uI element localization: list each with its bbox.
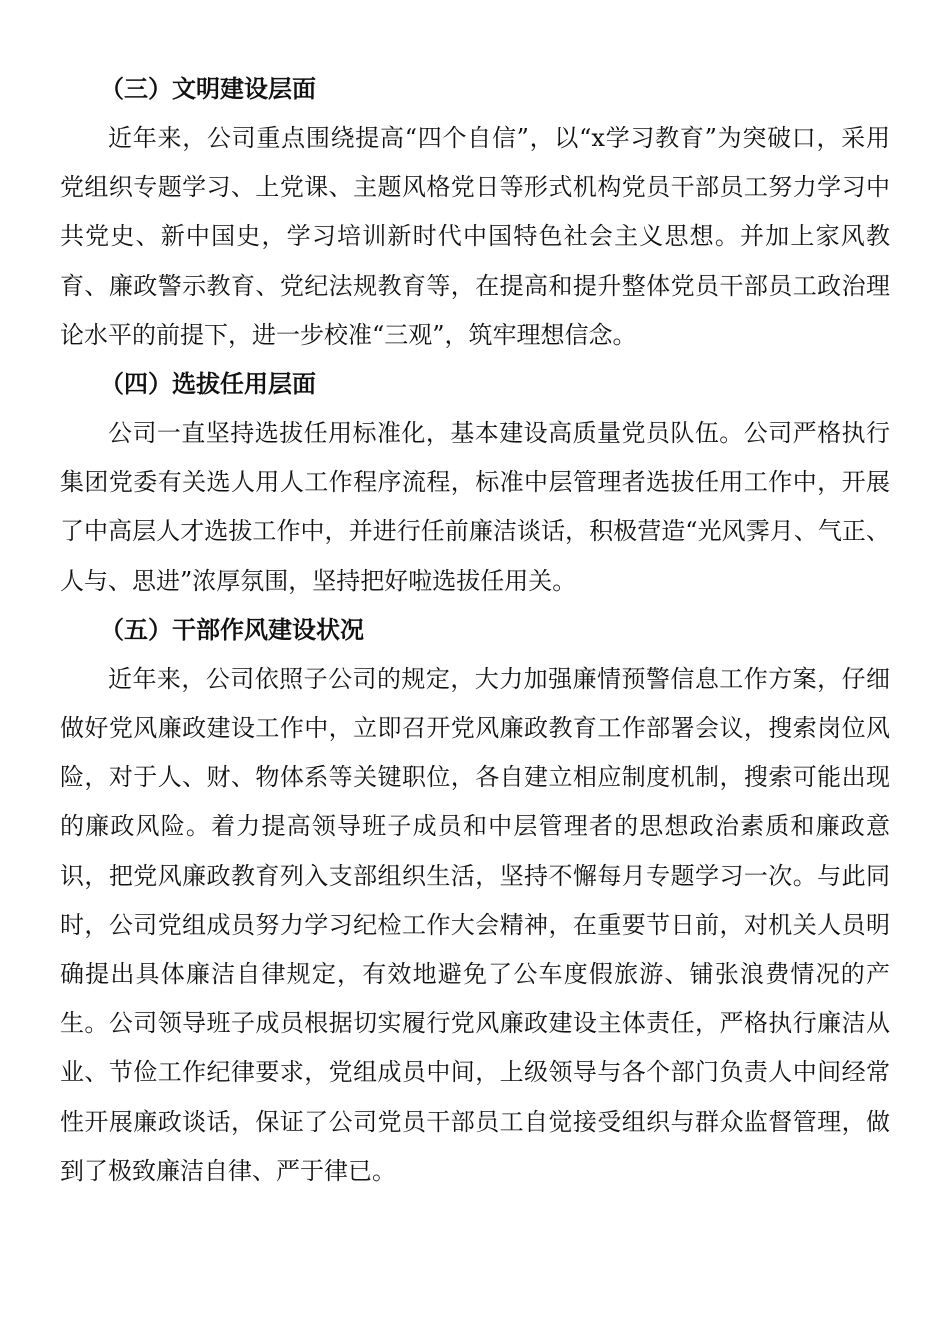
section-paragraph-selection: 公司一直坚持选拔任用标准化，基本建设高质量党员队伍。公司严格执行集团党委有关选人用人工作程序流程，标准中层管理者选拔任用工作中，开展了中高层人才选拔工作中，并进行任前廉洁谈话，积极营造“光风霁月、气正、人与、思进”浓厚氛围，坚持把好啦选拔任用关。 [60,419,890,595]
document-page [60,65,890,1196]
section-heading-conduct: （五）干部作风建设状况 [100,615,364,644]
section-heading-culture: （三）文明建设层面 [100,75,316,103]
section-paragraph-culture: 近年来，公司重点围绕提高“四个自信”，以“x学习教育”为突破口，采用党组织专题学习、上党课、主题风格党日等形式机构党员干部员工努力学习中共党史、新中国史，学习培训新时代中国特色社会主义思想。并加上家风教育、廉政警示教育、党纪法规教育等，在提高和提升整体党员干部员工政治理论水平的前提下，进一步校准“三观”，筑牢理想信念。 [60,124,890,349]
section-heading-selection: （四）选拔任用层面 [100,370,316,399]
section-paragraph-conduct: 近年来，公司依照子公司的规定，大力加强廉情预警信息工作方案，仔细做好党风廉政建设工作中，立即召开党风廉政教育工作部署会议，搜索岗位风险，对于人、财、物体系等关键职位，各自建立相应制度机制，搜索可能出现的廉政风险。着力提高领导班子成员和中层管理者的思想政治素质和廉政意识，把党风廉政教育列入支部组织生活，坚持不懈每月专题学习一次。与此同时，公司党组成员努力学习纪检工作大会精神，在重要节日前，对机关人员明确提出具体廉洁自律规定，有效地避免了公车度假旅游、铺张浪费情况的产生。公司领导班子成员根据切实履行党风廉政建设主体责任，严格执行廉洁从业、节俭工作纪律要求，党组成员中间，上级领导与各个部门负责人中间经常性开展廉政谈话，保证了公司党员干部员工自觉接受组织与群众监督管理，做到了极致廉洁自律、严于律已。 [60,664,890,1185]
